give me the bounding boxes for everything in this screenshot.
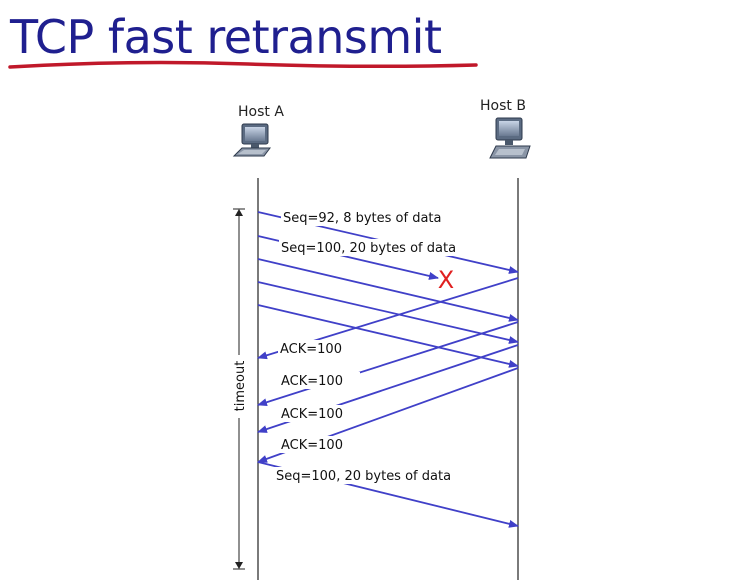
- ack-2-arrow: [258, 322, 518, 405]
- segment-4-arrow: [258, 282, 518, 342]
- ack-label-1: ACK=100: [280, 342, 342, 357]
- host-b-label: Host B: [480, 98, 526, 114]
- timeout-label: timeout: [233, 360, 248, 412]
- host-a-label: Host A: [238, 104, 284, 120]
- page-title: TCP fast retransmit: [10, 10, 442, 64]
- ack-label-4: ACK=100: [281, 438, 343, 453]
- msg-label-retransmit: Seq=100, 20 bytes of data: [276, 469, 452, 484]
- msg-label-seq100: Seq=100, 20 bytes of data: [281, 241, 457, 256]
- loss-x-icon: X: [437, 266, 455, 294]
- msg-label-seq92: Seq=92, 8 bytes of data: [283, 211, 442, 226]
- ack-label-2: ACK=100: [281, 374, 343, 389]
- ack-label-3: ACK=100: [281, 407, 343, 422]
- host-a-computer-icon: [234, 124, 270, 156]
- host-b-computer-icon: [490, 118, 530, 158]
